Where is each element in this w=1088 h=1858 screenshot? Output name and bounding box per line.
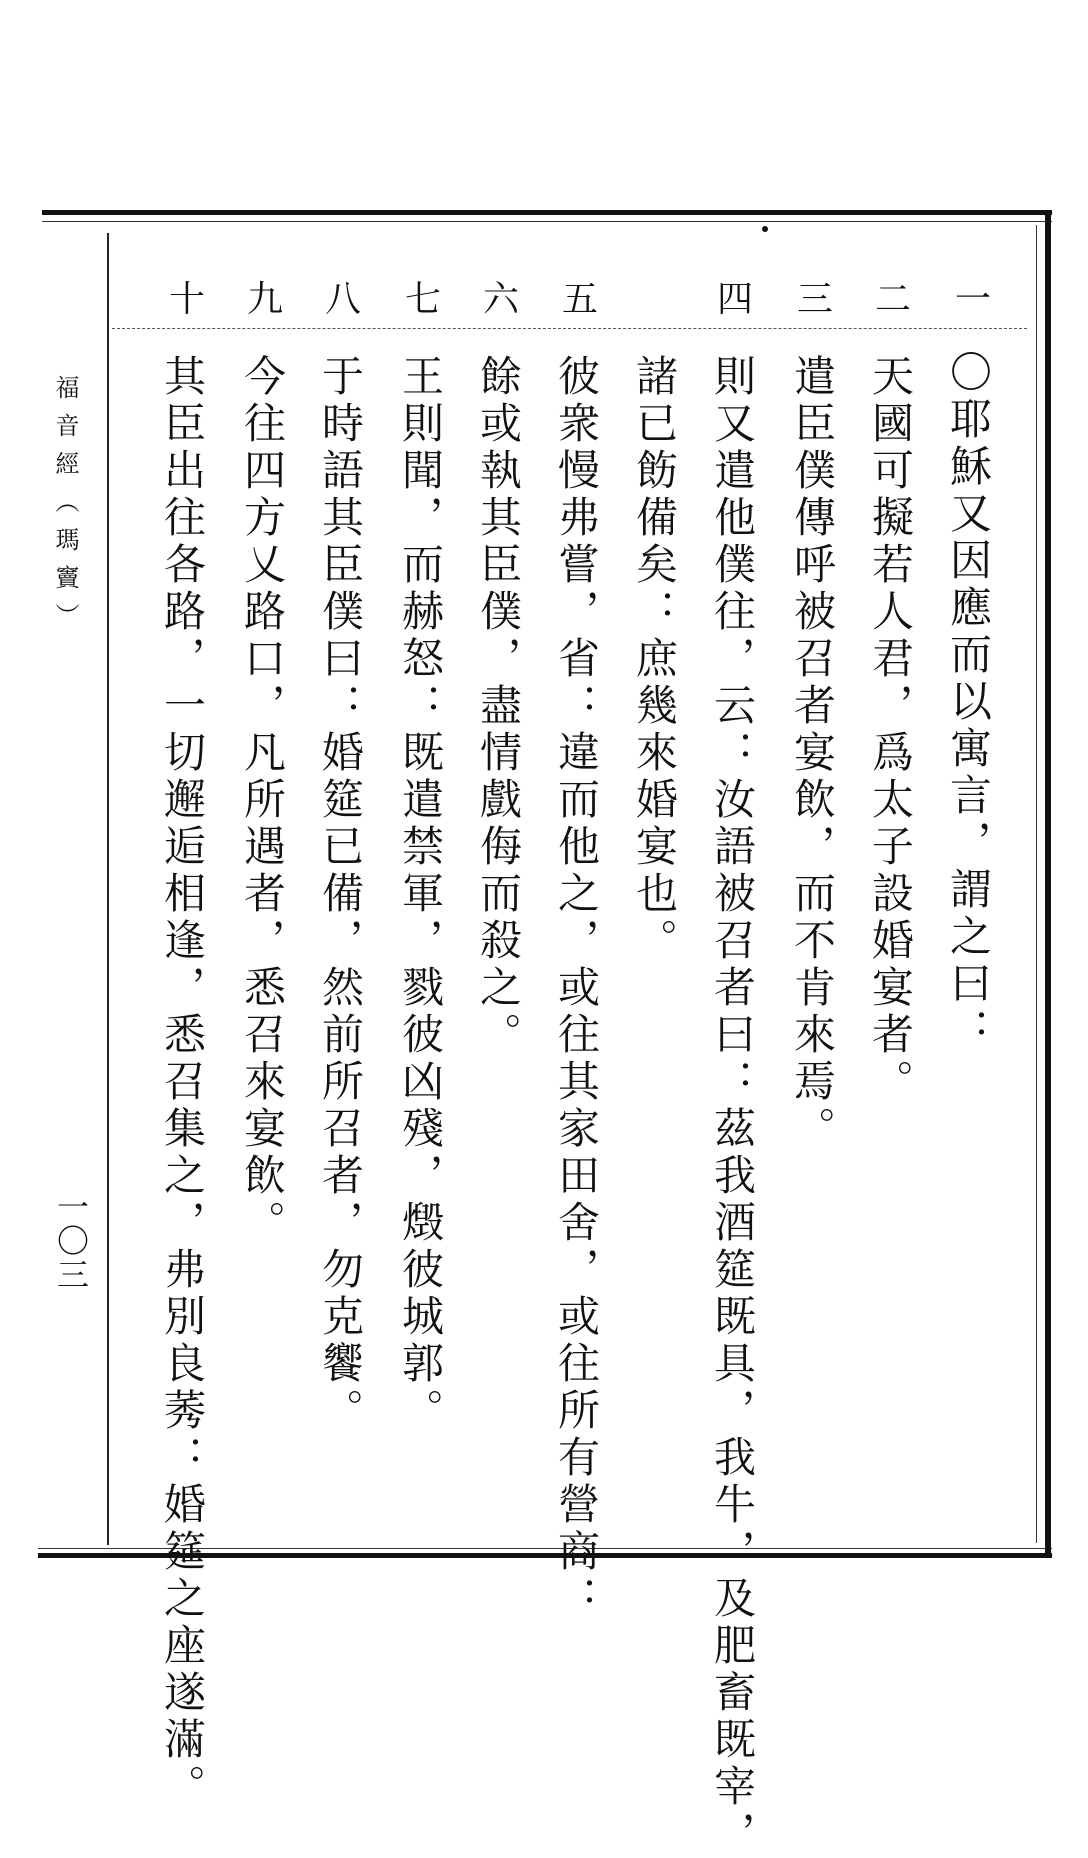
- frame-right-thick-rule: [1045, 210, 1051, 1558]
- verse-text-4: 則又遣他僕往，云：汝語被召者曰：茲我酒筵既具，我牛，及肥畜既宰，: [708, 354, 757, 1858]
- verse-number-divider: [112, 328, 1027, 329]
- verse-number-3: 三: [796, 279, 833, 320]
- verse-text-8: 于時語其臣僕曰：婚筵已備，然前所召者，勿克饗。: [316, 354, 365, 1435]
- verse-text-6: 餘或執其臣僕，盡情戲侮而殺之。: [474, 354, 523, 1059]
- verse-number-10: 十: [168, 279, 205, 320]
- frame-inner-left-rule: [107, 233, 109, 1545]
- verse-text-1: 〇耶穌又因應而以寓言，謂之曰：: [944, 350, 993, 1055]
- frame-top-thick-rule: [42, 210, 1052, 215]
- verse-text-5: 彼衆慢弗嘗，省：違而他之，或往其家田舍，或往所有營商：: [552, 354, 601, 1623]
- verse-text-4-continued: 諸已飭備矣：庶幾來婚宴也。: [630, 354, 679, 965]
- verse-text-3: 遣臣僕傳呼被召者宴飲，而不肯來焉。: [788, 354, 837, 1153]
- frame-marker-dot: [762, 226, 768, 232]
- verse-number-5: 五: [561, 279, 598, 320]
- verse-text-9: 今往四方乂路口，凡所遇者，悉召來宴飲。: [238, 354, 287, 1247]
- frame-top-thin-rule: [42, 221, 1052, 222]
- verse-number-7: 七: [404, 279, 441, 320]
- verse-text-10: 其臣出往各路，一切邂逅相逢，悉召集之，弗別良莠：婚筵之座遂滿。: [158, 354, 207, 1811]
- frame-right-thin-rule: [1036, 225, 1037, 1543]
- verse-number-4: 四: [716, 279, 753, 320]
- verse-number-1: 一: [954, 279, 991, 320]
- verse-text-7: 王則聞，而赫怒：既遣禁軍，戮彼凶殘，燬彼城郭。: [396, 354, 445, 1435]
- verse-number-6: 六: [482, 279, 519, 320]
- margin-book-title: 福音經（瑪竇）: [51, 375, 79, 641]
- page-number: 一〇三: [52, 1190, 90, 1292]
- verse-number-8: 八: [324, 279, 361, 320]
- verse-number-2: 二: [874, 279, 911, 320]
- verse-number-9: 九: [246, 279, 283, 320]
- verse-text-2: 天國可擬若人君，爲太子設婚宴者。: [866, 354, 915, 1106]
